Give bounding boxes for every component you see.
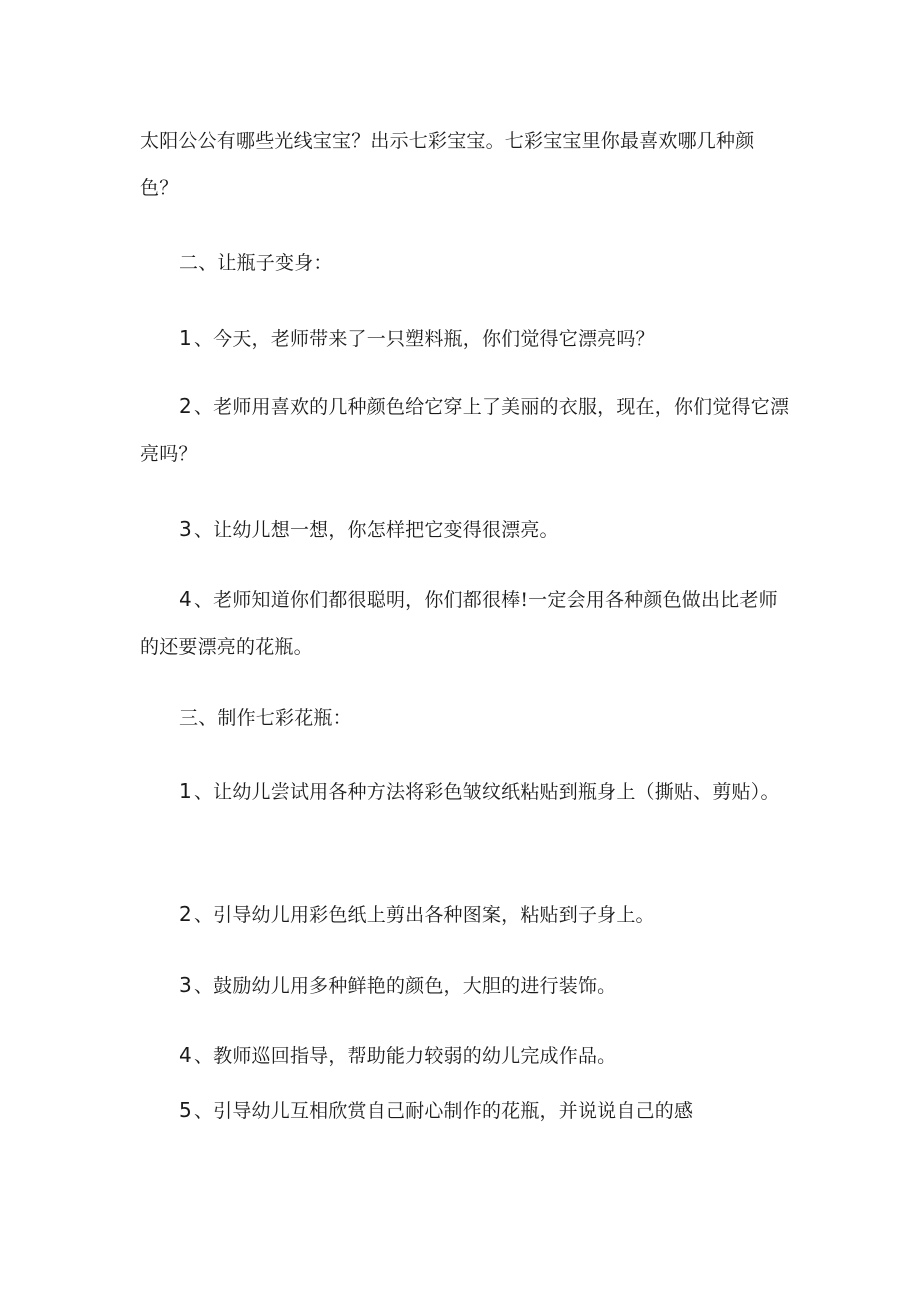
list-item-text: 、鼓励幼儿用多种鲜艳的颜色，大胆的进行装饰。 <box>193 975 617 997</box>
section-heading-2 <box>140 240 790 287</box>
list-number: 3 <box>179 517 192 541</box>
section-heading-3 <box>140 695 790 742</box>
section-heading-text: 三、制作七彩花瓶： <box>179 707 352 729</box>
list-number: 2 <box>179 902 192 926</box>
list-item <box>140 1087 790 1135</box>
list-number: 5 <box>179 1098 192 1122</box>
list-item <box>140 315 790 363</box>
list-item-text: 、引导幼儿用彩色纸上剪出各种图案，粘贴到子身上。 <box>193 904 655 926</box>
list-item-text: 、老师知道你们都很聪明，你们都很棒!一定会用各种颜色做出比老师的还要漂亮的花瓶。 <box>140 589 778 658</box>
list-number: 1 <box>179 779 192 803</box>
list-number: 4 <box>179 587 192 611</box>
list-item <box>140 768 790 816</box>
list-number: 4 <box>179 1043 192 1067</box>
list-item <box>140 506 790 554</box>
list-item <box>140 383 790 478</box>
paragraph-text: 太阳公公有哪些光线宝宝？出示七彩宝宝。七彩宝宝里你最喜欢哪几种颜色？ <box>140 130 755 199</box>
section-heading-text: 二、让瓶子变身： <box>179 252 333 274</box>
list-item-text: 、今天，老师带来了一只塑料瓶，你们觉得它漂亮吗？ <box>193 328 655 350</box>
list-item-text: 、让幼儿尝试用各种方法将彩色皱纹纸粘贴到瓶身上（撕贴、剪贴）。 <box>193 781 780 803</box>
list-number: 2 <box>179 394 192 418</box>
list-item-text: 、老师用喜欢的几种颜色给它穿上了美丽的衣服，现在，你们觉得它漂亮吗？ <box>140 396 790 465</box>
list-item-text: 、引导幼儿互相欣赏自己耐心制作的花瓶，并说说自己的感 <box>193 1100 694 1122</box>
list-item <box>140 891 790 939</box>
list-item <box>140 1032 790 1080</box>
list-number: 1 <box>179 326 192 350</box>
list-number: 3 <box>179 973 192 997</box>
list-item <box>140 576 790 671</box>
list-item-text: 、教师巡回指导，帮助能力较弱的幼儿完成作品。 <box>193 1045 617 1067</box>
list-item <box>140 962 790 1010</box>
list-item-text: 、让幼儿想一想，你怎样把它变得很漂亮。 <box>193 519 559 541</box>
paragraph-sun-colors <box>140 118 790 212</box>
